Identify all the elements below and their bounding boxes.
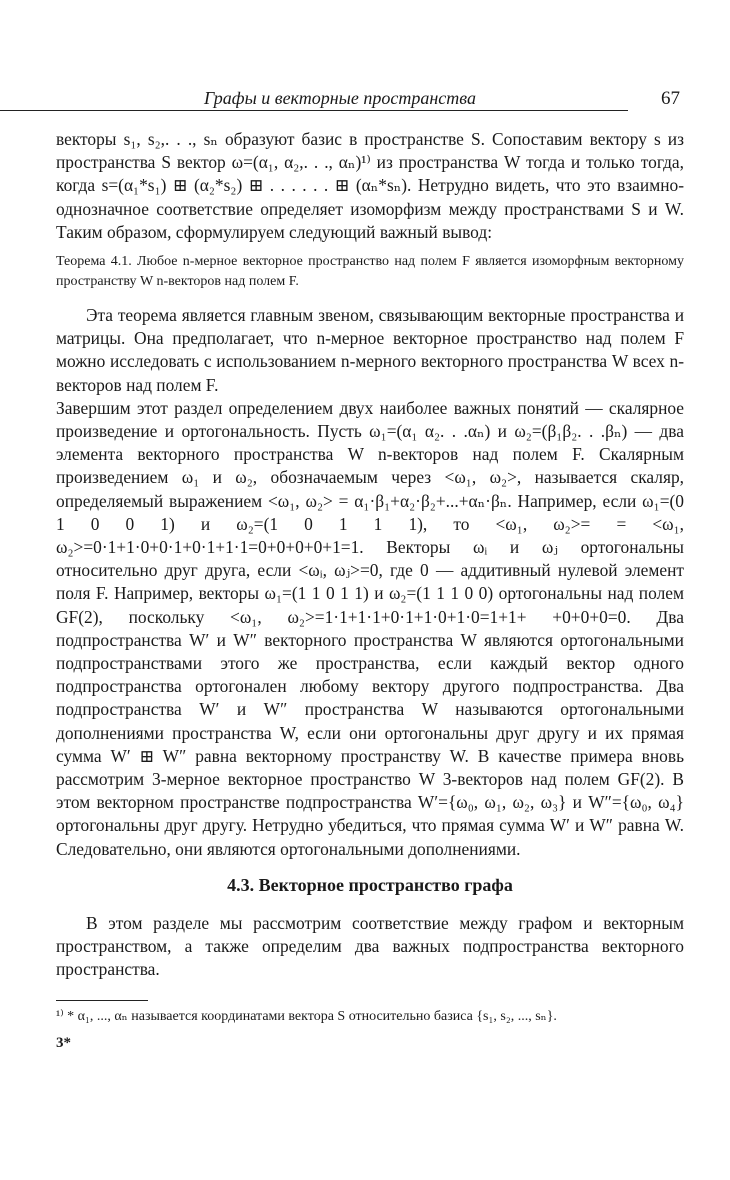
theorem-text: Любое n-мерное векторное пространство над полем F является изоморфным векторному пространству W n-векторов над полем F. [56,254,685,290]
footnote: ¹⁾ * α₁, ..., αₙ называется координатами вектора S относительно базиса {s₁, s₂, ..., sₙ}. [56,1008,557,1024]
section-heading: 4.3. Векторное пространство графа [227,874,513,895]
paragraph-basis: векторы s₁, s₂,. . ., sₙ образуют базис в пространстве S. Сопоставим вектору s из пространства S вектор ω=(α₁, α₂,. . ., αₙ)¹⁾ из пространства W тогда и только тогда, когда s=(α₁*s₁) ⊞ (α₂*s₂) ⊞ . . . . . . ⊞ (αₙ*sₙ). Нетрудно видеть, что это взаимно-однозначное соответствие определяет изоморфизм между пространствами S и W. Таким образом, сформулируем следующий важный вывод: [56,129,684,242]
theorem-4-1 [56,252,684,292]
theorem-label: Теорема 4.1. [56,254,132,270]
header-rule [0,110,628,111]
paragraph-scalar-product: Завершим этот раздел определением двух наиболее важных понятий — скалярное произведение и ортогональность. Пусть ω₁=(α₁ α₂. . .αₙ) и ω₂=(β₁β₂. . .βₙ) — два элемента векторного пространства W n-векторов над полем F. Скалярным произведением ω₁ и ω₂, обозначаемым через <ω₁, ω₂>, называется скаляр, определяемый выражением <ω₁, ω₂> = α₁·β₁+α₂·β₂+...+αₙ·βₙ. Например, если ω₁=(0 1 0 0 1) и ω₂=(1 0 1 1 1), то <ω₁, ω₂>= = <ω₁, ω₂>=0·1+1·0+0·1+0·1+1·1=0+0+0+0+1=1. Векторы ωᵢ и ωⱼ ортогональны относительно друг друга, если <ωᵢ, ωⱼ>=0, где 0 — аддитивный нулевой элемент поля F. Например, векторы ω₁=(1 1 0 1 1) и ω₂=(1 1 1 0 0) ортогональны над полем GF(2), поскольку <ω₁, ω₂>=1·1+1·1+0·1+1·0+1·0=1+1+ +0+0+0=0. Два подпространства W′ и W″ векторного пространства W являются ортогональными подпространствами этого же пространства, если каждый вектор одного подпространства ортогонален любому вектору другого подпространства. Два подпространства W′ и W″ пространства W называются ортогональными дополнениями пространства W, если они ортогональны друг другу и их прямая сумма W′ ⊞ W″ равна векторному пространству W. В качестве примера вновь рассмотрим 3-мерное векторное пространство W 3-векторов над полем GF(2). В этом векторном пространстве подпространства W′={ω₀, ω₁, ω₂, ω₃} и W″={ω₀, ω₄} ортогональны друг другу. Нетрудно убедиться, что прямая сумма W′ и W″ равна W. Следовательно, они являются ортогональными дополнениями. [56,397,684,859]
page-body [56,128,684,1052]
signature-mark: 3* [56,1034,71,1051]
running-title: Графы и векторные пространства [204,88,476,108]
footnote-rule [56,1000,148,1001]
paragraph-section-intro: В этом разделе мы рассмотрим соответствие между графом и векторным пространством, а также определим два важных подпространства векторного пространства. [56,912,684,980]
page-number: 67 [661,88,680,109]
paragraph-theorem-significance: Эта теорема является главным звеном, связывающим векторные пространства и матрицы. Она предполагает, что n-мерное векторное пространство над полем F можно исследовать с использованием n-мерного векторного пространства W всех n-векторов над полем F. [56,305,684,395]
running-head [56,88,684,112]
